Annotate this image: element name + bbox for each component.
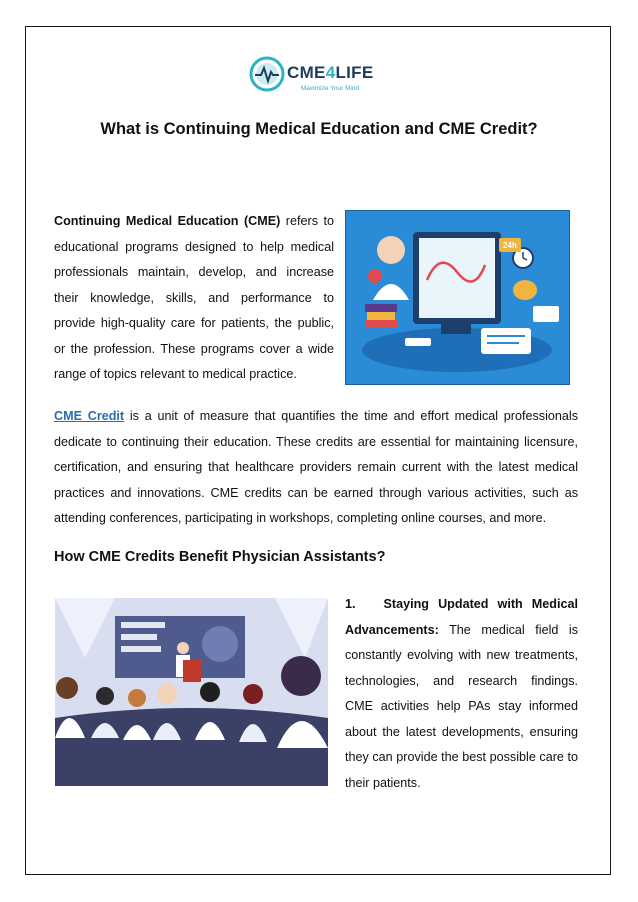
intro-text: refers to educational programs designed to help medical professionals maintain, develop, and increase their knowledge, skills, and performance to provide high-quality care for patients, the public, or the profession. These programs cover a wide range of topics relevant to medical practice.	[54, 214, 334, 381]
benefit-1-paragraph	[345, 592, 578, 796]
page-title: What is Continuing Medical Education and CME Credit?	[100, 120, 538, 138]
benefit-1-heading: Staying Updated with Medical Advancements:	[345, 597, 578, 637]
logo-wordmark: CME4LIFE	[287, 63, 374, 82]
intro-term: Continuing Medical Education (CME)	[54, 214, 281, 228]
logo-tagline: Maximize Your Mind	[301, 85, 360, 92]
section-heading: How CME Credits Benefit Physician Assistants?	[54, 549, 386, 565]
medical-education-illustration	[345, 210, 570, 385]
illustration-badge: 24h	[503, 241, 517, 250]
logo-mark-icon	[249, 56, 285, 92]
brand-logo[interactable]	[249, 56, 389, 98]
intro-paragraph	[54, 209, 334, 388]
lecture-hall-illustration	[55, 598, 328, 786]
cme-credit-link[interactable]: CME Credit	[54, 409, 125, 423]
benefit-1-number: 1.	[345, 597, 356, 611]
benefit-1-text: The medical field is constantly evolving with new treatments, technologies, and research findings. CME activities help PAs stay informed about the latest developments, ensuring they can provide the best possible care to their patients.	[345, 622, 578, 790]
cme-credit-paragraph	[54, 404, 578, 532]
cme-credit-text: is a unit of measure that quantifies the time and effort medical professionals dedicate to continuing their education. These credits are essential for maintaining licensure, certification, and ensuring that healthcare providers remain current with the latest medical practices and innovations. CME credits can be earned through various activities, such as attending conferences, participating in workshops, completing online courses, and more.	[54, 409, 578, 525]
